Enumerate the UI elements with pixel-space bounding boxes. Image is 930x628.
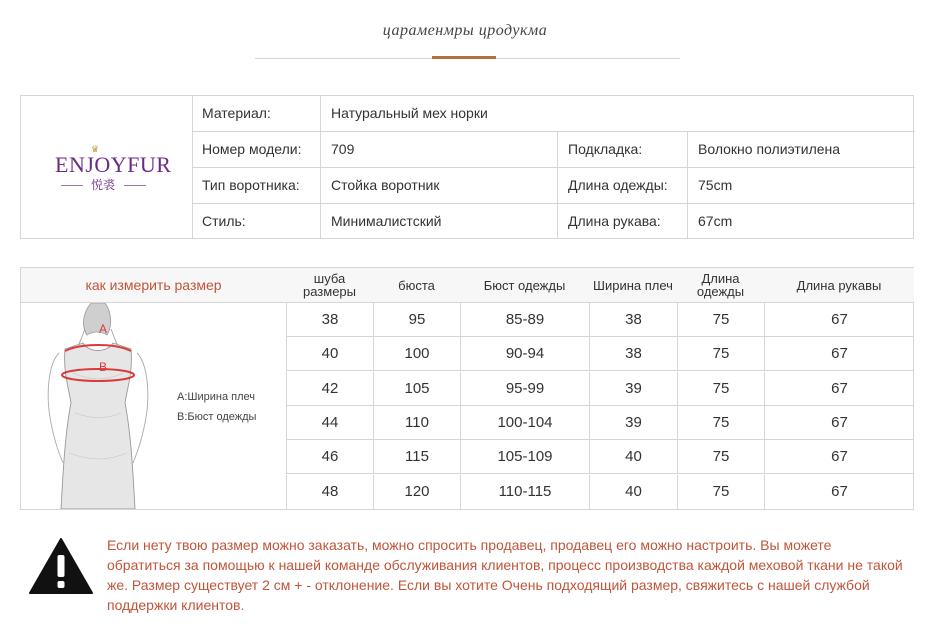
param-value: 709 [320,132,557,167]
size-table-cell: 39 [589,406,677,440]
how-to-measure-label: как измерить размер [21,268,286,303]
size-table-cell: 75 [677,475,764,509]
title-accent-bar [432,56,496,59]
size-table-cell: 46 [286,440,373,474]
param-value: Волокно полиэтилена [687,132,915,167]
crown-icon: ♛ [91,144,100,154]
size-table-cell: 75 [677,406,764,440]
param-label: Материал: [202,105,271,121]
size-table-header: Длина рукавы [764,268,914,303]
marker-b: B [99,360,108,374]
size-notice-text: Если нету твою размер можно заказать, можно спросить продавец, продавец его можно настроить. Вы можете обратиться за помощью к нашей команде обслуживания клиентов, процесс производства каждой меховой ткани не такой же. Размер существует 2 см + - отклонение. Если вы хотите Очень подходящий размер, свяжитесь с нашей службой поддержки клиентов. [107,537,903,613]
size-table-cell: 67 [764,475,914,509]
size-table-cell: 110-115 [460,475,589,509]
logo-text: ENJOYFUR [55,152,172,177]
param-value: Натуральный мех норки [320,96,915,131]
marker-a: A [99,322,108,336]
size-table-cell: 100-104 [460,406,589,440]
legend-a: A:Ширина плеч [177,391,255,403]
param-label: Стиль: [202,213,246,229]
size-chart-table [20,267,914,510]
brand-logo [21,96,193,238]
param-label: Длина одежды: [557,168,687,203]
size-table-cell: 38 [286,303,373,337]
product-params-table [20,95,914,239]
param-label: Тип воротника: [202,177,300,193]
size-table-cell: 105 [373,372,460,406]
size-table-header: бюста [373,268,460,303]
dress-figure-illustration [21,303,171,509]
page-title: цараменмры цродукма [382,22,548,39]
logo-divider-left [61,185,83,186]
param-row [192,96,915,132]
param-value: 67cm [687,204,915,239]
size-table-cell: 115 [373,440,460,474]
measurement-diagram [21,303,286,509]
size-table-cell: 85-89 [460,303,589,337]
size-table-header: Бюст одежды [460,268,589,303]
size-table-cell: 40 [589,440,677,474]
param-value: 75cm [687,168,915,203]
logo-divider-right [124,185,146,186]
size-table-cell: 39 [589,372,677,406]
size-table-cell: 67 [764,303,914,337]
size-table-cell: 105-109 [460,440,589,474]
param-label: Длина рукава: [557,204,687,239]
size-table-cell: 110 [373,406,460,440]
size-table-cell: 40 [589,475,677,509]
param-label: Номер модели: [202,141,302,157]
param-row [192,168,915,204]
size-table-cell: 75 [677,440,764,474]
size-table-cell: 75 [677,303,764,337]
size-table-header: Ширина плеч [589,268,677,303]
param-value: Стойка воротник [320,168,557,203]
size-table-cell: 95-99 [460,372,589,406]
size-table-cell: 75 [677,372,764,406]
size-table-cell: 40 [286,337,373,371]
size-table-cell: 38 [589,337,677,371]
size-table-header: Длина одежды [677,268,764,303]
size-table-cell: 48 [286,475,373,509]
size-table-cell: 75 [677,337,764,371]
param-value: Минималистский [320,204,557,239]
param-row [192,132,915,168]
param-row [192,204,915,240]
size-table-cell: 42 [286,372,373,406]
logo-subtext: 悦裘 [91,178,116,192]
warning-icon [28,537,94,595]
size-table-cell: 67 [764,337,914,371]
size-table-cell: 100 [373,337,460,371]
size-table-cell: 67 [764,372,914,406]
size-table-cell: 44 [286,406,373,440]
legend-b: B:Бюст одежды [177,411,257,423]
size-table-header: шуба размеры [286,268,373,303]
param-label: Подкладка: [557,132,687,167]
size-table-cell: 120 [373,475,460,509]
size-table-cell: 90-94 [460,337,589,371]
size-table-cell: 67 [764,440,914,474]
size-table-cell: 67 [764,406,914,440]
size-table-cell: 95 [373,303,460,337]
size-table-cell: 38 [589,303,677,337]
